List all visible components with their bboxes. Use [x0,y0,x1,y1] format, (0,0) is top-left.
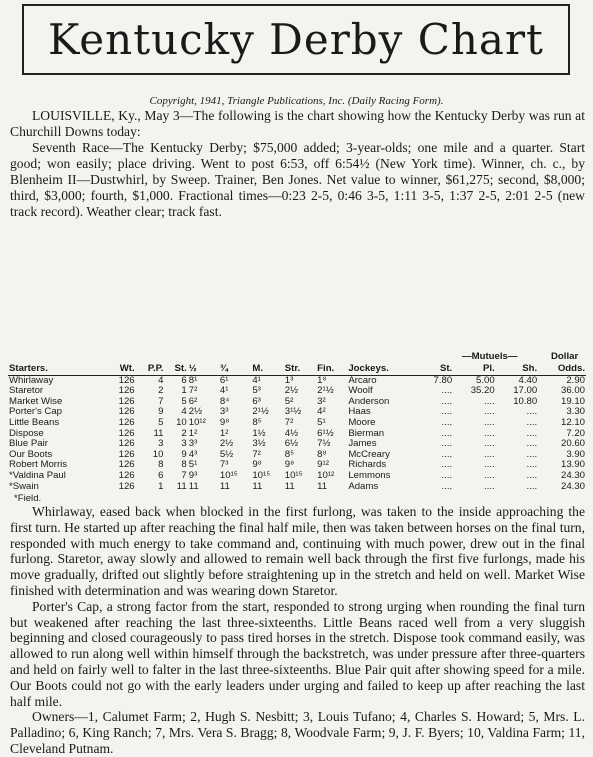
cell-mile: 11 [252,480,263,492]
page-title: Kentucky Derby Chart [48,15,544,64]
cell-jockey: Richards [348,459,387,471]
cell-three-quarters: 3³ [219,406,229,418]
cell-dollar-odds: 36.00 [560,385,585,397]
cell-weight: 126 [118,459,135,471]
cell-three-quarters: 4¹ [219,385,229,397]
cell-jockey: Arcaro [348,374,377,386]
cell-post-position: 2 [158,385,164,397]
cell-mutuel-straight: .... [441,438,453,450]
cell-mutuel-straight: .... [441,385,453,397]
cell-post-position: 4 [158,374,164,386]
cell-mutuel-show: .... [526,438,538,450]
cell-weight: 126 [118,416,135,428]
cell-mutuel-show: .... [526,469,538,481]
cell-mutuel-straight: .... [441,395,453,407]
cell-jockey: Haas [348,406,371,418]
cell-stretch: 11 [284,480,295,492]
cell-stretch: 4½ [284,427,299,439]
cell-mutuel-place: .... [484,448,495,460]
cell-starters: Little Beans [9,416,60,428]
cell-mutuel-straight: .... [441,480,453,492]
cell-stretch: 10¹⁵ [284,469,303,481]
cell-start: 1 [181,385,187,397]
cell-mile: 2¹½ [252,406,269,418]
column-header-mile: M. [251,364,283,375]
cell-half: 5¹ [188,459,198,471]
cell-three-quarters: 1² [219,427,229,439]
cell-jockey: Woolf [348,385,373,397]
cell-finish: 11 [317,480,328,492]
cell-three-quarters: 7³ [219,459,229,471]
cell-jockey: Moore [348,416,376,428]
cell-mutuel-place: 5.00 [476,374,495,386]
cell-half: 6² [188,395,198,407]
cell-mutuel-straight: .... [441,448,453,460]
cell-mile: 8⁵ [252,416,262,428]
cell-starters: Dispose [9,427,44,439]
column-header-jockey: Jockeys. [347,364,419,375]
cell-half: 10¹² [188,416,206,428]
cell-weight: 126 [118,395,135,407]
cell-mile: 10¹⁵ [252,469,271,481]
cell-finish: 1⁸ [317,374,327,386]
cell-three-quarters: 5½ [219,448,234,460]
cell-mile: 1½ [252,427,266,439]
cell-mutuel-place: 35.20 [470,385,495,397]
cell-mutuel-straight: .... [441,459,453,471]
cell-start: 7 [181,469,187,481]
table-body [8,375,586,492]
mutuels-group-header: —Mutuels— [462,351,518,362]
race-description [10,504,585,757]
cell-post-position: 8 [158,459,164,471]
cell-half: 1² [188,427,198,439]
cell-mutuel-show: .... [526,416,538,428]
cell-jockey: Bierman [348,427,385,439]
cell-mutuel-straight: 7.80 [433,374,453,386]
cell-mutuel-place: .... [484,480,495,492]
cell-finish: 5¹ [317,416,326,428]
cell-mutuel-straight: .... [441,406,453,418]
cell-stretch: 8⁵ [284,448,295,460]
cell-dollar-odds: 19.10 [560,395,585,407]
cell-dollar-odds: 24.30 [560,469,585,481]
cell-jockey: Lemmons [348,469,391,481]
cell-mile: 9⁸ [252,459,262,471]
cell-start: 11 [176,480,187,492]
column-header-stretch: Str. [284,364,316,375]
cell-weight: 126 [118,448,135,460]
cell-mutuel-show: 4.40 [518,374,538,386]
cell-mutuel-place: .... [484,406,495,418]
column-header-weight: Wt. [106,364,135,375]
cell-post-position: 5 [158,416,164,428]
column-header-start: St. [164,364,187,375]
cell-weight: 126 [118,374,135,386]
cell-mile: 3½ [252,438,266,450]
cell-mutuel-show: .... [526,427,538,439]
column-header-post-position: P.P. [136,364,165,375]
cell-finish: 9¹² [317,459,329,471]
table-row [8,386,586,397]
cell-jockey: Adams [348,480,379,492]
cell-three-quarters: 9⁸ [219,416,230,428]
table-row [8,471,586,482]
copyright-line: Copyright, 1941, Triangle Publications, Inc. (Daily Racing Form). [149,95,444,107]
cell-weight: 126 [118,427,135,439]
column-header-half: ½ [188,364,219,375]
cell-start: 8 [181,459,187,471]
cell-mutuel-show: .... [526,480,538,492]
cell-start: 9 [181,448,187,460]
cell-start: 5 [181,395,187,407]
cell-finish: 2¹½ [317,385,334,397]
cell-starters: Market Wise [9,395,63,407]
cell-weight: 126 [118,480,135,492]
cell-dollar-odds: 24.30 [560,480,585,492]
cell-half: 9³ [188,469,198,481]
cell-mutuel-show: .... [526,406,538,418]
cell-mutuel-place: .... [484,438,495,450]
cell-weight: 126 [118,385,135,397]
cell-half: 4³ [188,448,198,460]
cell-three-quarters: 6¹ [219,374,229,386]
table-row [8,482,586,493]
cell-starters: Porter's Cap [9,406,63,418]
cell-starters: *Valdina Paul [9,469,66,481]
column-header-starters: Starters. [8,364,106,375]
cell-mile: 6³ [252,395,261,407]
column-header-three-quarters: ¾ [219,364,251,375]
cell-jockey: McCreary [348,448,390,460]
cell-half: 7² [188,385,198,397]
cell-half: 2½ [188,406,203,418]
cell-dollar-odds: 7.20 [566,427,585,439]
cell-three-quarters: 10¹⁵ [219,469,238,481]
cell-finish: 10¹² [317,469,335,481]
cell-stretch: 2½ [284,385,299,397]
table-row [8,407,586,418]
cell-stretch: 5² [284,395,294,407]
race-details-paragraph: Seventh Race—The Kentucky Derby; $75,000 added; 3-year-olds; one mile and a quarter. Start good; won easily; place driving. Went to post 6:53, off 6:54½ (New York time). Winner, ch. c., by Blenheim II—Dustwhirl, by Sweep. Trainer, Ben Jones. Net value to winner, $61,275; second, $8,000; third, $3,000; fourth, $1,000. Fractional times—0:23 2-5, 0:46 3-5, 1:11 3-5, 1:37 2-5, 2:01 2-5 (new track record). Weather clear; track fast. [10,140,585,219]
cell-stretch: 9⁸ [284,459,295,471]
cell-stretch: 1³ [284,374,294,386]
column-header-mutuel-place: Pl. [453,364,496,375]
field-footnote: *Field. [14,493,42,504]
cell-mutuel-place: .... [484,459,495,471]
cell-jockey: Anderson [348,395,390,407]
cell-starters: Staretor [9,385,44,397]
cell-weight: 126 [118,469,135,481]
cell-post-position: 7 [158,395,164,407]
owners-paragraph: Owners—1, Calumet Farm; 2, Hugh S. Nesbitt; 3, Louis Tufano; 4, Charles S. Howard; 5, Mrs. L. Palladino; 6, King Ranch; 7, Mrs. Vera S. Bragg; 8, Woodvale Farm; 9, J. F. Byers; 10, Valdina Farm; 11, Cleveland Putnam. [10,709,585,756]
race-description-paragraph-1: Whirlaway, eased back when blocked in the first furlong, was taken to the inside approaching the first turn. He started up after reaching the final half mile, then was taken between horses on the final turn, responded with much energy to take command and, continuing with much power, drew out in the final furlong. Staretor, away slowly and allowed to remain well back through the first five furlongs, made his move gradually, drifted out slightly before straightening up in the stretch and held on well. Market Wise finished with determination and was wearing down Staretor. [10,504,585,598]
cell-starters: Whirlaway [9,374,54,386]
cell-dollar-odds: 2.90 [566,374,585,386]
cell-start: 10 [176,416,187,428]
cell-starters: Robert Morris [9,459,68,471]
cell-finish: 7½ [317,438,331,450]
cell-mutuel-straight: .... [441,427,453,439]
cell-stretch: 3¹½ [284,406,302,418]
cell-jockey: James [348,438,377,450]
cell-mutuel-place: .... [484,395,495,407]
cell-mutuel-straight: .... [441,416,453,428]
cell-mutuel-place: .... [484,416,495,428]
cell-post-position: 6 [158,469,164,481]
cell-three-quarters: 11 [219,480,230,492]
cell-post-position: 1 [158,480,164,492]
cell-start: 2 [181,427,187,439]
cell-weight: 126 [118,406,135,418]
cell-finish: 8⁸ [317,448,327,460]
cell-three-quarters: 8⁴ [219,395,230,407]
cell-start: 3 [181,438,187,450]
intro-text [10,108,585,220]
column-header-dollar-odds: Odds. [538,364,586,375]
cell-post-position: 3 [158,438,164,450]
cell-post-position: 10 [152,448,164,460]
cell-dollar-odds: 13.90 [560,459,585,471]
table-row [8,418,586,429]
race-chart-table [8,364,586,492]
cell-mutuel-show: 17.00 [513,385,538,397]
cell-three-quarters: 2½ [219,438,234,450]
cell-starters: Our Boots [9,448,53,460]
race-description-paragraph-2: Porter's Cap, a strong factor from the start, responded to strong urging when rounding the final turn but weakened after reaching the last three-sixteenths. Little Beans raced well from a very sluggish beginning and closed courageously to pass tired horses in the stretch. Dispose took command easily, was allowed to run along well within himself through the backstretch, was under pressure after three-quarters and held on fairly well to falter in the last three-sixteenths. Blue Pair quit after showing speed for a mile. Our Boots could not go with the early leaders under urging and failed to keep up after reaching the last half mile. [10,598,585,709]
cell-dollar-odds: 3.30 [566,406,585,418]
table-row [8,450,586,461]
cell-mutuel-show: .... [526,448,538,460]
cell-start: 4 [181,406,187,418]
cell-mutuel-place: .... [484,469,495,481]
cell-half: 11 [188,480,199,492]
dateline-paragraph: LOUISVILLE, Ky., May 3—The following is the chart showing how the Kentucky Derby was run at Churchill Downs today: [10,108,585,139]
cell-post-position: 11 [153,427,164,439]
cell-half: 3³ [188,438,198,450]
cell-mile: 4¹ [252,374,261,386]
cell-starters: *Swain [9,480,39,492]
cell-mutuel-straight: .... [441,469,453,481]
cell-finish: 4² [317,406,326,418]
cell-finish: 3² [317,395,326,407]
dollar-group-header: Dollar [551,351,579,362]
cell-stretch: 6½ [284,438,299,450]
cell-mutuel-show: .... [526,459,538,471]
cell-weight: 126 [118,438,135,450]
column-header-mutuel-show: Sh. [496,364,539,375]
table-header-row [8,364,586,375]
cell-dollar-odds: 20.60 [560,438,585,450]
cell-mutuel-place: .... [484,427,495,439]
column-header-mutuel-straight: St. [419,364,453,375]
cell-mutuel-show: 10.80 [513,395,538,407]
cell-half: 8¹ [188,374,198,386]
cell-mile: 5³ [252,385,261,397]
cell-start: 6 [181,374,187,386]
cell-stretch: 7² [284,416,294,428]
cell-dollar-odds: 12.10 [560,416,585,428]
cell-post-position: 9 [158,406,164,418]
title-box [22,4,570,75]
cell-finish: 6¹½ [317,427,334,439]
cell-starters: Blue Pair [9,438,48,450]
column-header-finish: Fin. [316,364,347,375]
cell-mile: 7² [252,448,261,460]
table-row [8,439,586,450]
cell-dollar-odds: 3.90 [566,448,585,460]
